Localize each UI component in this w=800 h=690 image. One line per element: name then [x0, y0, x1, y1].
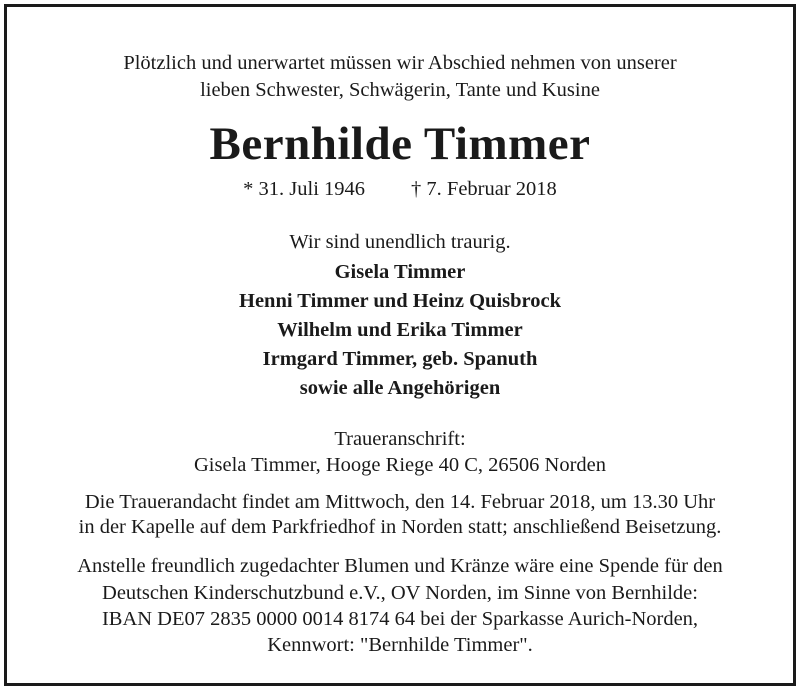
mourner-2: Henni Timmer und Heinz Quisbrock [239, 290, 561, 312]
intro-line-2: lieben Schwester, Schwägerin, Tante und Kusine [200, 79, 600, 101]
intro-line-1: Plötzlich und unerwartet müssen wir Abschied nehmen von unserer [123, 52, 677, 74]
address-label: Traueranschrift: [334, 428, 466, 450]
birth-date: * 31. Juli 1946 [243, 178, 366, 200]
mourner-3: Wilhelm und Erika Timmer [277, 319, 523, 341]
service-line-1: Die Trauerandacht findet am Mittwoch, den 14. Februar 2018, um 13.30 Uhr [84, 491, 716, 513]
mourning-statement: Wir sind unendlich traurig. [289, 231, 511, 253]
mourner-5: sowie alle Angehörigen [299, 377, 501, 399]
deceased-name: Bernhilde Timmer [209, 118, 591, 170]
service-line-2: in der Kapelle auf dem Parkfriedhof in Norden statt; anschließend Beisetzung. [78, 516, 722, 538]
life-dates [0, 176, 800, 202]
donation-line-2: Deutschen Kinderschutzbund e.V., OV Norden, im Sinne von Bernhilde: [102, 582, 698, 604]
mourner-4: Irmgard Timmer, geb. Spanuth [262, 348, 538, 370]
donation-line-3: IBAN DE07 2835 0000 0014 8174 64 bei der Sparkasse Aurich-Norden, [101, 608, 699, 630]
donation-line-1: Anstelle freundlich zugedachter Blumen und Kränze wäre eine Spende für den [77, 555, 723, 577]
death-date: † 7. Februar 2018 [411, 178, 557, 200]
donation-line-4: Kennwort: "Bernhilde Timmer". [267, 634, 533, 656]
address: Gisela Timmer, Hooge Riege 40 C, 26506 Norden [194, 454, 606, 476]
mourner-1: Gisela Timmer [334, 261, 466, 283]
